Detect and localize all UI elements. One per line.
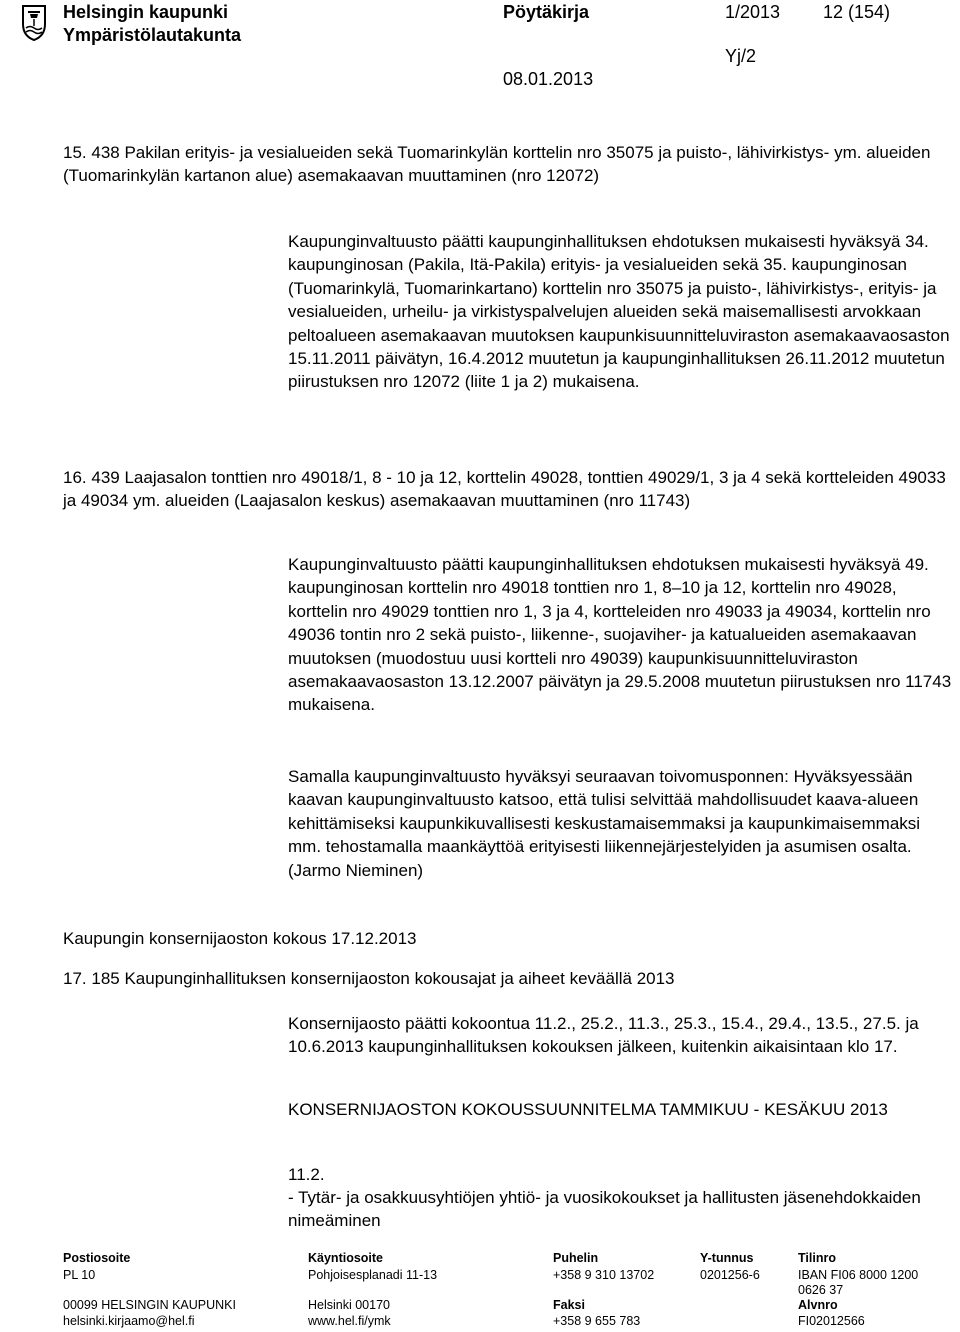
footer-tilinro-2: 0626 37	[798, 1283, 844, 1297]
footer-ytunnus: 0201256-6	[700, 1268, 760, 1282]
footer-faksi-label: Faksi	[553, 1298, 585, 1312]
item-15-title: 438 Pakilan erityis- ja vesialueiden sekä Tuomarinkylän korttelin nro 35075 ja puisto-, lähivirkistys- ym. alueiden (Tuomarinkylän kartanon alue) asemakaavan muuttaminen (nro 12072)	[63, 143, 931, 186]
footer-postiosoite-1: PL 10	[63, 1268, 96, 1282]
item-16-decision: Kaupunginvaltuusto päätti kaupunginhallituksen ehdotuksen mukaisesti hyväksyä 49. kaupunginosan korttelin nro 49018 tonttien nro 1, 8–10 ja 12, korttelin nro 49028, korttelin nro 49029 tonttien nro 1, 3 ja 4, kortteleiden nro 49033 ja 49034, korttelin nro 49036 tontin nro 2 sekä puisto-, liikenne-, suojaviher- ja katualueiden asemakaavan muutoksen (muodostuu uusi kortteli nro 49039) kaupunkisuunnitteluviraston asemakaavaosaston 13.12.2007 päivätyn ja 29.5.2008 muutetun piirustuksen nro 11743 mukaisena.	[288, 555, 952, 715]
footer-tilinro-1: IBAN FI06 8000 1200	[798, 1268, 919, 1282]
footer-email-link[interactable]: helsinki.kirjaamo@hel.fi	[63, 1314, 195, 1328]
footer-postiosoite-label: Postiosoite	[63, 1251, 131, 1265]
header-section-code: Yj/2	[725, 46, 757, 66]
footer-alvnro-label: Alvnro	[798, 1298, 838, 1312]
konserni-heading: Kaupungin konsernijaoston kokous 17.12.2013	[63, 929, 417, 948]
footer-website-link[interactable]: www.hel.fi/ymk	[308, 1314, 391, 1328]
item-17-heading	[63, 967, 951, 990]
item-15-heading	[63, 141, 951, 188]
item-16-title: 439 Laajasalon tonttien nro 49018/1, 8 - 10 ja 12, korttelin 49028, tonttien 49029/1, 3 ja 4 sekä kortteleiden 49033 ja 49034 ym. alueiden (Laajasalon keskus) asemakaavan muuttaminen (nro 11743)	[63, 468, 946, 511]
footer-kayntiosoite-label: Käyntiosoite	[308, 1251, 384, 1265]
item-17-bullet: - Tytär- ja osakkuusyhtiöjen yhtiö- ja vuosikokoukset ja hallitusten jäsenehdokkaiden nimeäminen	[288, 1188, 921, 1231]
item-17-number: 17.	[63, 969, 87, 988]
footer-puhelin-label: Puhelin	[553, 1251, 599, 1265]
item-17-decision: Konsernijaosto päätti kokoontua 11.2., 25.2., 11.3., 25.3., 15.4., 29.4., 13.5., 27.5. ja 10.6.2013 kaupunginhallituksen kokouksen jälkeen, kuitenkin aikaisintaan klo 17.	[288, 1014, 919, 1057]
header-page-count: 12 (154)	[823, 2, 891, 22]
item-16-motion: Samalla kaupunginvaltuusto hyväksyi seuraavan toivomusponnen: Hyväksyessään kaavan kaupunginvaltuusto katsoo, että tulisi selvittää mahdollisuudet kaava-alueen kehittämiseksi kaupunkikuvallisesti keskustamaisemmaksi ja kaupunkimaisemmaksi mm. tehostamalla maankäyttöä erityisesti liikennejärjestelyiden ja asumisen osalta. (Jarmo Nieminen)	[288, 767, 921, 880]
footer-alvnro: FI02012566	[798, 1314, 865, 1328]
footer-ytunnus-label: Y-tunnus	[700, 1251, 754, 1265]
item-17-date-line: 11.2.	[288, 1165, 325, 1184]
footer-kayntiosoite-2: Helsinki 00170	[308, 1298, 390, 1312]
footer-faksi: +358 9 655 783	[553, 1314, 641, 1328]
header-city: Helsingin kaupunki	[63, 2, 229, 22]
footer-postiosoite-2: 00099 HELSINGIN KAUPUNKI	[63, 1298, 236, 1312]
footer-puhelin: +358 9 310 13702	[553, 1268, 655, 1282]
item-15-number: 15.	[63, 143, 87, 162]
header-date: 08.01.2013	[503, 69, 594, 89]
item-16-heading	[63, 466, 951, 513]
item-17-plan-heading: KONSERNIJAOSTON KOKOUSSUUNNITELMA TAMMIKUU - KESÄKUU 2013	[288, 1100, 888, 1119]
item-15-decision: Kaupunginvaltuusto päätti kaupunginhallituksen ehdotuksen mukaisesti hyväksyä 34. kaupunginosan (Pakila, Itä-Pakila) erityis- ja vesialueiden sekä 35. kaupunginosan (Tuomarinkylä, Tuomarinkartano) korttelin nro 35075 ja puisto-, lähivirkistys-, erityis- ja vesialueiden, urheilu- ja virkistyspalvelujen alueiden sekä maisemallisesti arvokkaan peltoalueen asemakaavan muutoksen kaupunkisuunnitteluviraston asemakaavaosaston 15.11.2011 päivätyn, 16.4.2012 muutetun ja kaupunginhallituksen 26.11.2012 muutetun piirustuksen nro 12072 (liite 1 ja 2) mukaisena.	[288, 232, 950, 392]
item-16-number: 16.	[63, 468, 87, 487]
footer-tilinro-label: Tilinro	[798, 1251, 836, 1265]
city-crest-icon	[14, 2, 54, 42]
header-meeting-no: 1/2013	[725, 2, 781, 22]
footer-kayntiosoite-1: Pohjoisesplanadi 11-13	[308, 1268, 438, 1282]
header-doc-type: Pöytäkirja	[503, 2, 590, 22]
item-17-title: 185 Kaupunginhallituksen konsernijaoston kokousajat ja aiheet keväällä 2013	[91, 969, 675, 988]
header-committee: Ympäristölautakunta	[63, 25, 242, 45]
